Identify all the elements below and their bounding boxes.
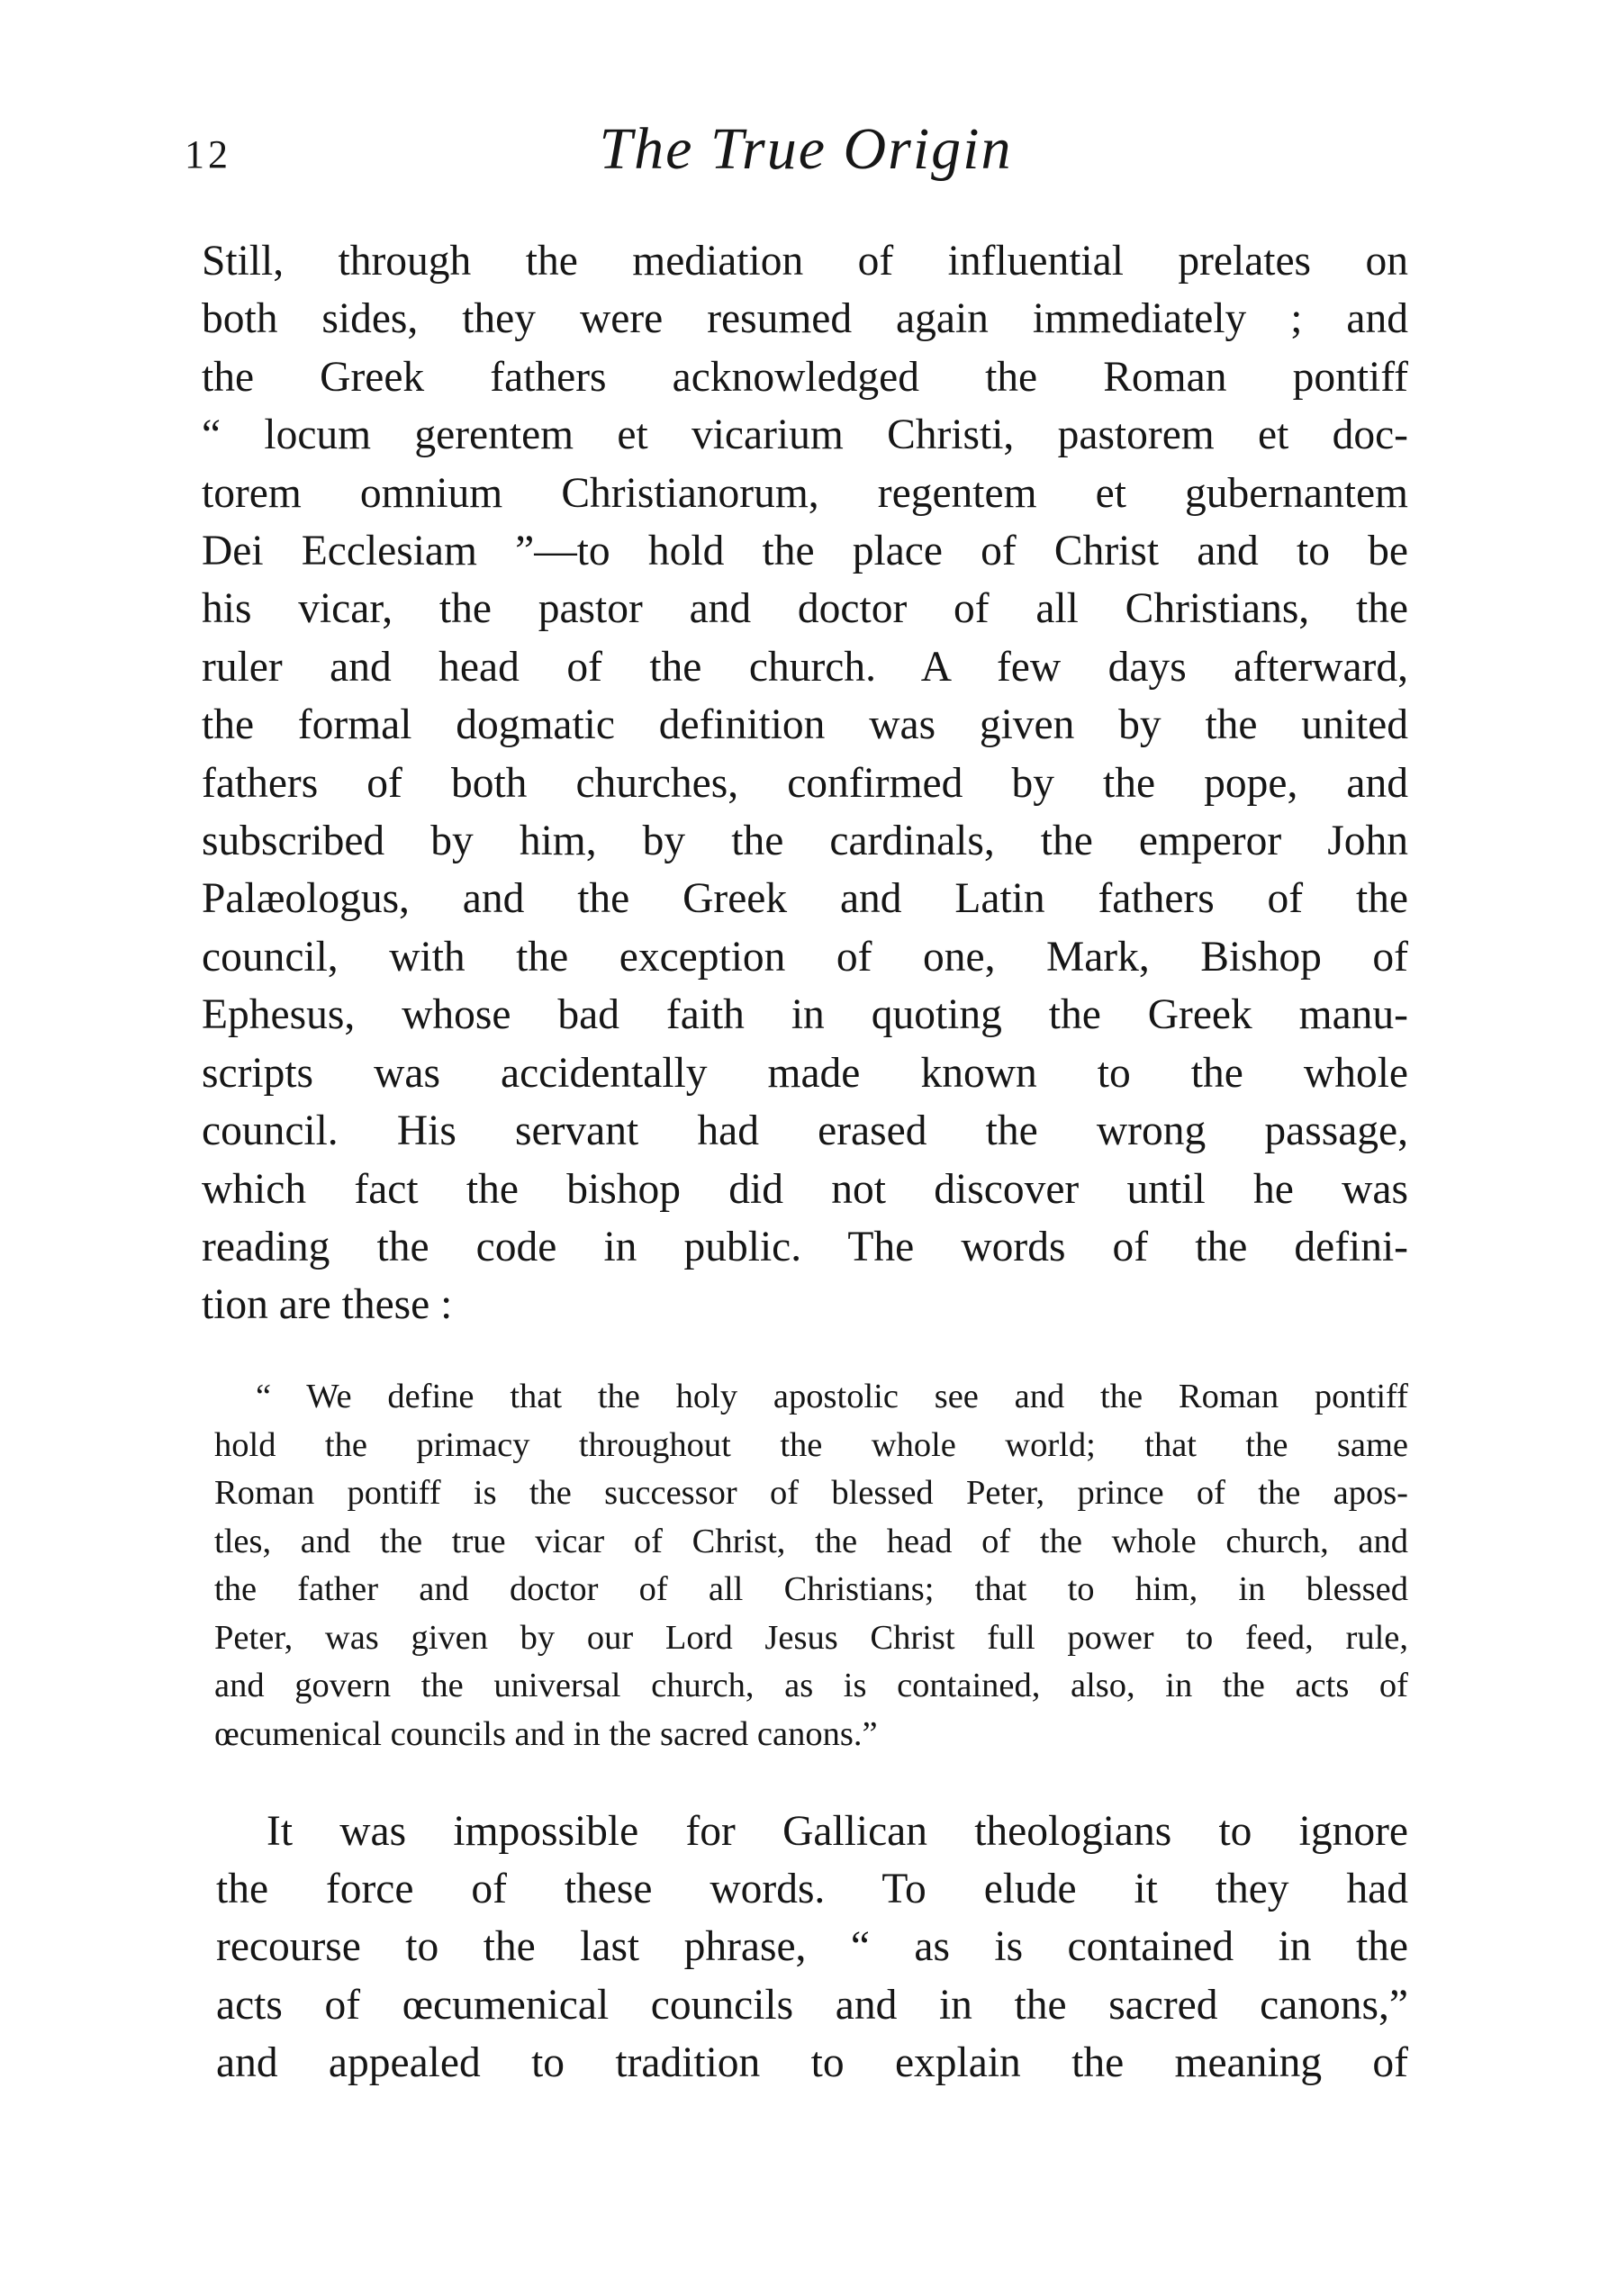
text-line: the formal dogmatic definition was given by the united [202, 701, 1408, 749]
text-line: scripts was accidentally made known to the whole [202, 1049, 1408, 1097]
text-line: the Greek fathers acknowledged the Roman pontiff [202, 353, 1408, 401]
text-line: acts of œcumenical councils and in the sacred canons,” [216, 1981, 1408, 2029]
text-line: both sides, they were resumed again immediately ; and [202, 295, 1408, 343]
text-line: subscribed by him, by the cardinals, the emperor John [202, 818, 1408, 865]
main-paragraph [202, 232, 1408, 1334]
text-line: council, with the exception of one, Mark, Bishop of [202, 933, 1408, 981]
second-paragraph [216, 1803, 1408, 2092]
text-line: “ locum gerentem et vicarium Christi, pastorem et doc- [202, 411, 1408, 459]
text-line: council. His servant had erased the wrong passage, [202, 1107, 1408, 1155]
quote-line: hold the primacy throughout the whole world; that the same [214, 1425, 1408, 1464]
block-quote [214, 1373, 1408, 1758]
text-line: Ephesus, whose bad faith in quoting the Greek manu- [202, 991, 1408, 1039]
text-line: It was impossible for Gallican theologians to ignore [267, 1808, 1408, 1855]
quote-line: tles, and the true vicar of Christ, the head of the whole church, and [214, 1522, 1408, 1560]
text-line: ruler and head of the church. A few days afterward, [202, 643, 1408, 691]
running-title: The True Origin [599, 116, 1013, 182]
text-line: tion are these : [202, 1281, 453, 1329]
quote-line: Roman pontiff is the successor of blessed Peter, prince of the apos- [214, 1474, 1408, 1512]
text-line: the force of these words. To elude it they had [216, 1866, 1408, 1913]
text-line: fathers of both churches, confirmed by the pope, and [202, 759, 1408, 807]
text-line: which fact the bishop did not discover until he was [202, 1165, 1408, 1213]
quote-line: “ We define that the holy apostolic see and the Roman pontiff [256, 1378, 1408, 1415]
running-head [185, 115, 1427, 187]
page-number: 12 [185, 132, 231, 176]
quote-line: Peter, was given by our Lord Jesus Christ full power to feed, rule, [214, 1618, 1408, 1657]
text-line: his vicar, the pastor and doctor of all Christians, the [202, 585, 1408, 633]
quote-line: œcumenical councils and in the sacred canons.” [214, 1714, 878, 1753]
text-line: and appealed to tradition to explain the meaning of [216, 2038, 1408, 2086]
text-line: Still, through the mediation of influential prelates on [202, 238, 1408, 285]
text-line: torem omnium Christianorum, regentem et gubernantem [202, 469, 1408, 517]
text-line: Palæologus, and the Greek and Latin fathers of the [202, 875, 1408, 923]
quote-line: the father and doctor of all Christians; that to him, in blessed [214, 1570, 1408, 1608]
text-line: recourse to the last phrase, “ as is contained in the [216, 1923, 1408, 1971]
text-line: Dei Ecclesiam ”—to hold the place of Christ and to be [202, 528, 1408, 575]
quote-line: and govern the universal church, as is contained, also, in the acts of [214, 1667, 1408, 1704]
text-line: reading the code in public. The words of the defini- [202, 1223, 1408, 1270]
